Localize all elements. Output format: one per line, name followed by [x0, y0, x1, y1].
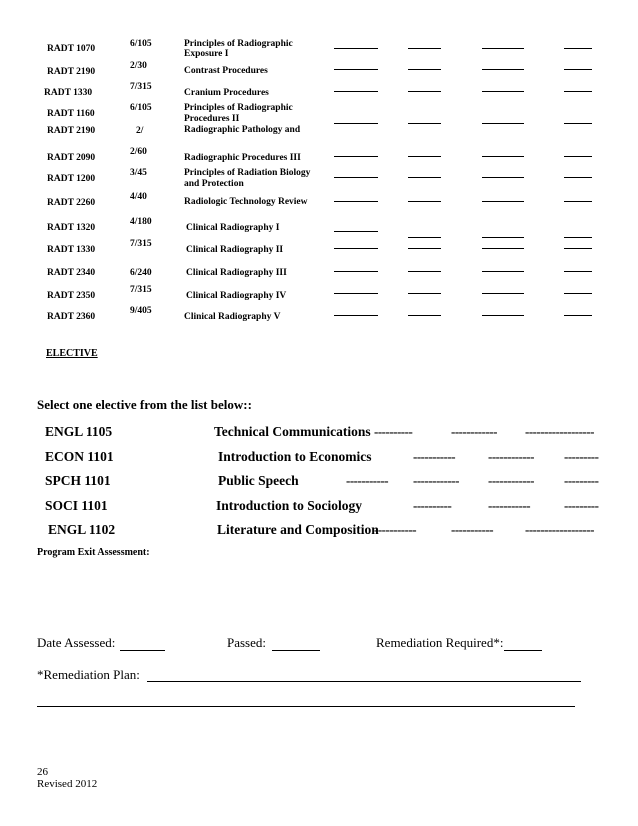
elective-code: SPCH 1101	[45, 473, 111, 488]
blank-line	[482, 91, 524, 92]
blank-line	[482, 48, 524, 49]
elective-code: SOCI 1101	[45, 498, 108, 513]
elective-dashes: ------------	[451, 424, 497, 439]
blank-line	[564, 248, 592, 249]
elective-dashes: ----------	[413, 498, 452, 513]
elective-code: ECON 1101	[45, 449, 114, 464]
elective-dashes: ------------------	[525, 522, 594, 537]
course-code: RADT 1330	[44, 88, 93, 98]
elective-title: Introduction to Sociology	[216, 498, 363, 513]
remediation-required-field[interactable]	[504, 650, 542, 651]
course-code: RADT 2190	[47, 67, 96, 77]
course-title: Contrast Procedures	[184, 66, 268, 76]
blank-line	[408, 91, 441, 92]
course-code: RADT 1160	[47, 109, 95, 119]
course-ratio: 2/	[136, 126, 144, 136]
blank-line	[482, 123, 524, 124]
select-instruction: Select one elective from the list below::	[37, 397, 252, 412]
blank-line	[334, 201, 378, 202]
blank-line	[408, 156, 441, 157]
blank-line	[334, 123, 378, 124]
elective-dashes: ------------	[413, 473, 459, 488]
blank-line	[334, 156, 378, 157]
blank-line	[564, 69, 592, 70]
blank-line	[482, 69, 524, 70]
course-code: RADT 2350	[47, 291, 96, 301]
elective-dashes: -----------	[413, 449, 456, 464]
blank-line	[408, 201, 441, 202]
blank-line	[482, 315, 524, 316]
course-ratio: 6/105	[130, 103, 152, 113]
blank-line	[408, 248, 441, 249]
course-title: Radiographic Pathology and	[184, 125, 301, 135]
course-code: RADT 1200	[47, 174, 96, 184]
blank-line	[564, 48, 592, 49]
course-code: RADT 1330	[47, 245, 96, 255]
course-title-line2: Exposure I	[184, 49, 229, 59]
course-title-line2: and Protection	[184, 179, 244, 189]
course-title: Clinical Radiography I	[186, 223, 280, 233]
blank-line	[564, 271, 592, 272]
course-title-line2: Procedures II	[184, 114, 240, 124]
course-code: RADT 2260	[47, 198, 96, 208]
blank-line	[564, 315, 592, 316]
blank-line	[334, 293, 378, 294]
course-ratio: 4/40	[130, 192, 147, 202]
blank-line	[564, 177, 592, 178]
elective-title: Technical Communications	[214, 424, 371, 439]
course-code: RADT 2360	[47, 312, 96, 322]
blank-line	[334, 177, 378, 178]
blank-line	[482, 248, 524, 249]
course-code: RADT 2090	[47, 153, 96, 163]
course-ratio: 9/405	[130, 306, 152, 316]
elective-dashes: ---------	[564, 498, 599, 513]
elective-heading: ELECTIVE	[46, 348, 98, 359]
date-assessed-label: Date Assessed:	[37, 635, 116, 650]
blank-line	[564, 237, 592, 238]
course-ratio: 7/315	[130, 239, 152, 249]
blank-line	[482, 293, 524, 294]
blank-line	[482, 156, 524, 157]
passed-field[interactable]	[272, 650, 320, 651]
elective-dashes: ------------	[488, 449, 534, 464]
course-title: Radiologic Technology Review	[184, 197, 308, 207]
course-ratio: 2/60	[130, 147, 147, 157]
course-code: RADT 1070	[47, 44, 96, 54]
remediation-plan-field[interactable]	[147, 681, 581, 682]
blank-line	[564, 123, 592, 124]
elective-code: ENGL 1105	[45, 424, 113, 439]
course-code: RADT 2340	[47, 268, 96, 278]
blank-line	[408, 123, 441, 124]
course-title: Principles of Radiation Biology	[184, 168, 311, 178]
blank-line	[334, 48, 378, 49]
remediation-plan-field-line2[interactable]	[37, 706, 575, 707]
course-title: Principles of Radiographic	[184, 103, 293, 113]
course-title: Clinical Radiography II	[186, 245, 284, 255]
course-title: Clinical Radiography V	[184, 312, 281, 322]
elective-dashes: -----------	[374, 522, 417, 537]
blank-line	[334, 69, 378, 70]
course-ratio: 7/315	[130, 285, 152, 295]
course-ratio: 6/240	[130, 268, 152, 278]
elective-dashes: ------------------	[525, 424, 594, 439]
elective-title: Literature and Composition	[217, 522, 379, 537]
blank-line	[408, 69, 441, 70]
course-title: Radiographic Procedures III	[184, 153, 301, 163]
elective-code: ENGL 1102	[48, 522, 116, 537]
blank-line	[408, 315, 441, 316]
remediation-required-label: Remediation Required*:	[376, 635, 504, 650]
revised-note: Revised 2012	[37, 778, 98, 790]
course-title: Cranium Procedures	[184, 88, 269, 98]
course-code: RADT 1320	[47, 223, 96, 233]
blank-line	[334, 271, 378, 272]
elective-title: Introduction to Economics	[218, 449, 372, 464]
elective-dashes: -----------	[488, 498, 531, 513]
course-code: RADT 2190	[47, 126, 96, 136]
blank-line	[408, 271, 441, 272]
blank-line	[564, 156, 592, 157]
elective-dashes: -----------	[451, 522, 494, 537]
course-title: Clinical Radiography III	[186, 268, 287, 278]
blank-line	[334, 91, 378, 92]
elective-dashes: -----------	[346, 473, 389, 488]
blank-line	[482, 201, 524, 202]
date-assessed-field[interactable]	[120, 650, 165, 651]
elective-dashes: ------------	[488, 473, 534, 488]
blank-line	[564, 201, 592, 202]
elective-dashes: ---------	[564, 449, 599, 464]
blank-line	[482, 271, 524, 272]
blank-line	[408, 293, 441, 294]
blank-line	[408, 48, 441, 49]
course-ratio: 7/315	[130, 82, 152, 92]
blank-line	[408, 177, 441, 178]
course-title: Clinical Radiography IV	[186, 291, 287, 301]
course-title: Principles of Radiographic	[184, 39, 293, 49]
exit-assessment-label: Program Exit Assessment:	[37, 547, 150, 558]
blank-line	[334, 248, 378, 249]
blank-line	[482, 177, 524, 178]
passed-label: Passed:	[227, 635, 266, 650]
page-number: 26	[37, 766, 48, 778]
remediation-plan-label: *Remediation Plan:	[37, 667, 140, 682]
elective-dashes: ---------	[564, 473, 599, 488]
blank-line	[564, 293, 592, 294]
blank-line	[408, 237, 441, 238]
course-ratio: 2/30	[130, 61, 147, 71]
elective-dashes: ----------	[374, 424, 413, 439]
course-ratio: 3/45	[130, 168, 147, 178]
blank-line	[482, 237, 524, 238]
blank-line	[564, 91, 592, 92]
elective-title: Public Speech	[218, 473, 299, 488]
blank-line	[334, 231, 378, 232]
blank-line	[334, 315, 378, 316]
course-ratio: 6/105	[130, 39, 152, 49]
course-ratio: 4/180	[130, 217, 152, 227]
